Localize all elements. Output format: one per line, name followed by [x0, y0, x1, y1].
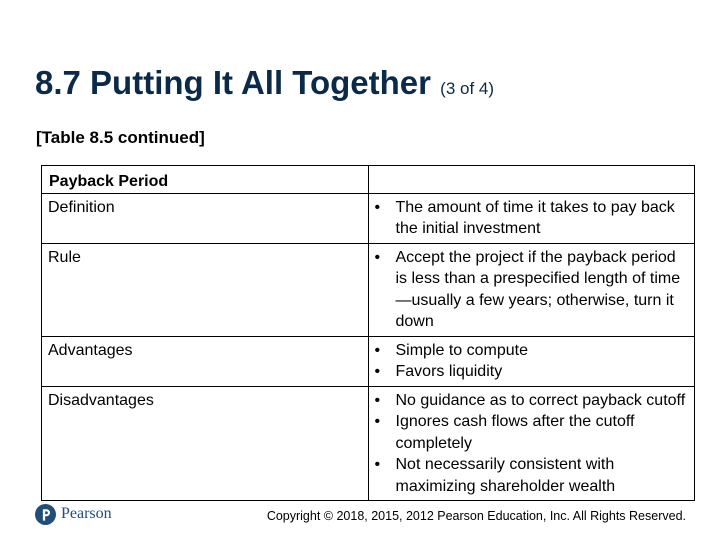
- table-header-blank-cell: [368, 166, 695, 194]
- bullet-list: [375, 247, 689, 333]
- bullet-list: [375, 197, 689, 240]
- table-row: [42, 243, 695, 336]
- bullet-icon: •: [374, 456, 381, 473]
- bullet-item: [375, 411, 689, 454]
- bullet-item: [375, 197, 689, 240]
- bullet-text: Accept the project if the payback period is less than a prespecified length of time—usually a few years; otherwise, turn it down: [395, 248, 681, 330]
- row-label: Rule: [42, 243, 369, 336]
- row-content: [368, 193, 695, 243]
- pearson-logo-icon: [35, 504, 56, 525]
- copyright-notice: Copyright © 2018, 2015, 2012 Pearson Education, Inc. All Rights Reserved.: [266, 509, 686, 523]
- bullet-text: Not necessarily consistent with maximizing shareholder wealth: [395, 456, 616, 495]
- row-content: [368, 243, 695, 336]
- slide-title-suffix: (3 of 4): [440, 79, 495, 98]
- row-content: [368, 336, 695, 386]
- bullet-item: [375, 340, 689, 362]
- bullet-item: [375, 361, 689, 383]
- bullet-icon: •: [374, 198, 381, 216]
- table-header-row: [42, 166, 695, 194]
- bullet-list: [375, 390, 689, 498]
- bullet-item: [375, 454, 689, 497]
- bullet-icon: •: [374, 341, 381, 359]
- bullet-item: [375, 247, 689, 333]
- bullet-text: Ignores cash flows after the cutoff completely: [395, 413, 635, 452]
- bullet-icon: •: [374, 413, 381, 430]
- row-content: [368, 386, 695, 501]
- table-row: [42, 193, 695, 243]
- table-row: [42, 336, 695, 386]
- row-label: Definition: [42, 193, 369, 243]
- slide-title-text: 8.7 Putting It All Together: [35, 64, 431, 101]
- bullet-item: [375, 390, 689, 412]
- pearson-brand: [35, 503, 112, 525]
- bullet-icon: •: [374, 363, 381, 380]
- slide-title: [35, 60, 494, 112]
- payback-table: [41, 165, 695, 501]
- bullet-text: Simple to compute: [395, 341, 529, 359]
- bullet-text: Favors liquidity: [395, 363, 503, 380]
- table-caption: [Table 8.5 continued]: [36, 128, 205, 147]
- bullet-icon: •: [374, 391, 381, 409]
- table-header-cell: Payback Period: [42, 166, 369, 194]
- row-label: Advantages: [42, 336, 369, 386]
- bullet-list: [375, 340, 689, 383]
- pearson-wordmark: Pearson: [61, 505, 112, 522]
- table-row: [42, 386, 695, 501]
- row-label: Disadvantages: [42, 386, 369, 501]
- bullet-text: No guidance as to correct payback cutoff: [395, 391, 686, 409]
- bullet-text: The amount of time it takes to pay back the initial investment: [395, 198, 675, 237]
- bullet-icon: •: [374, 248, 381, 266]
